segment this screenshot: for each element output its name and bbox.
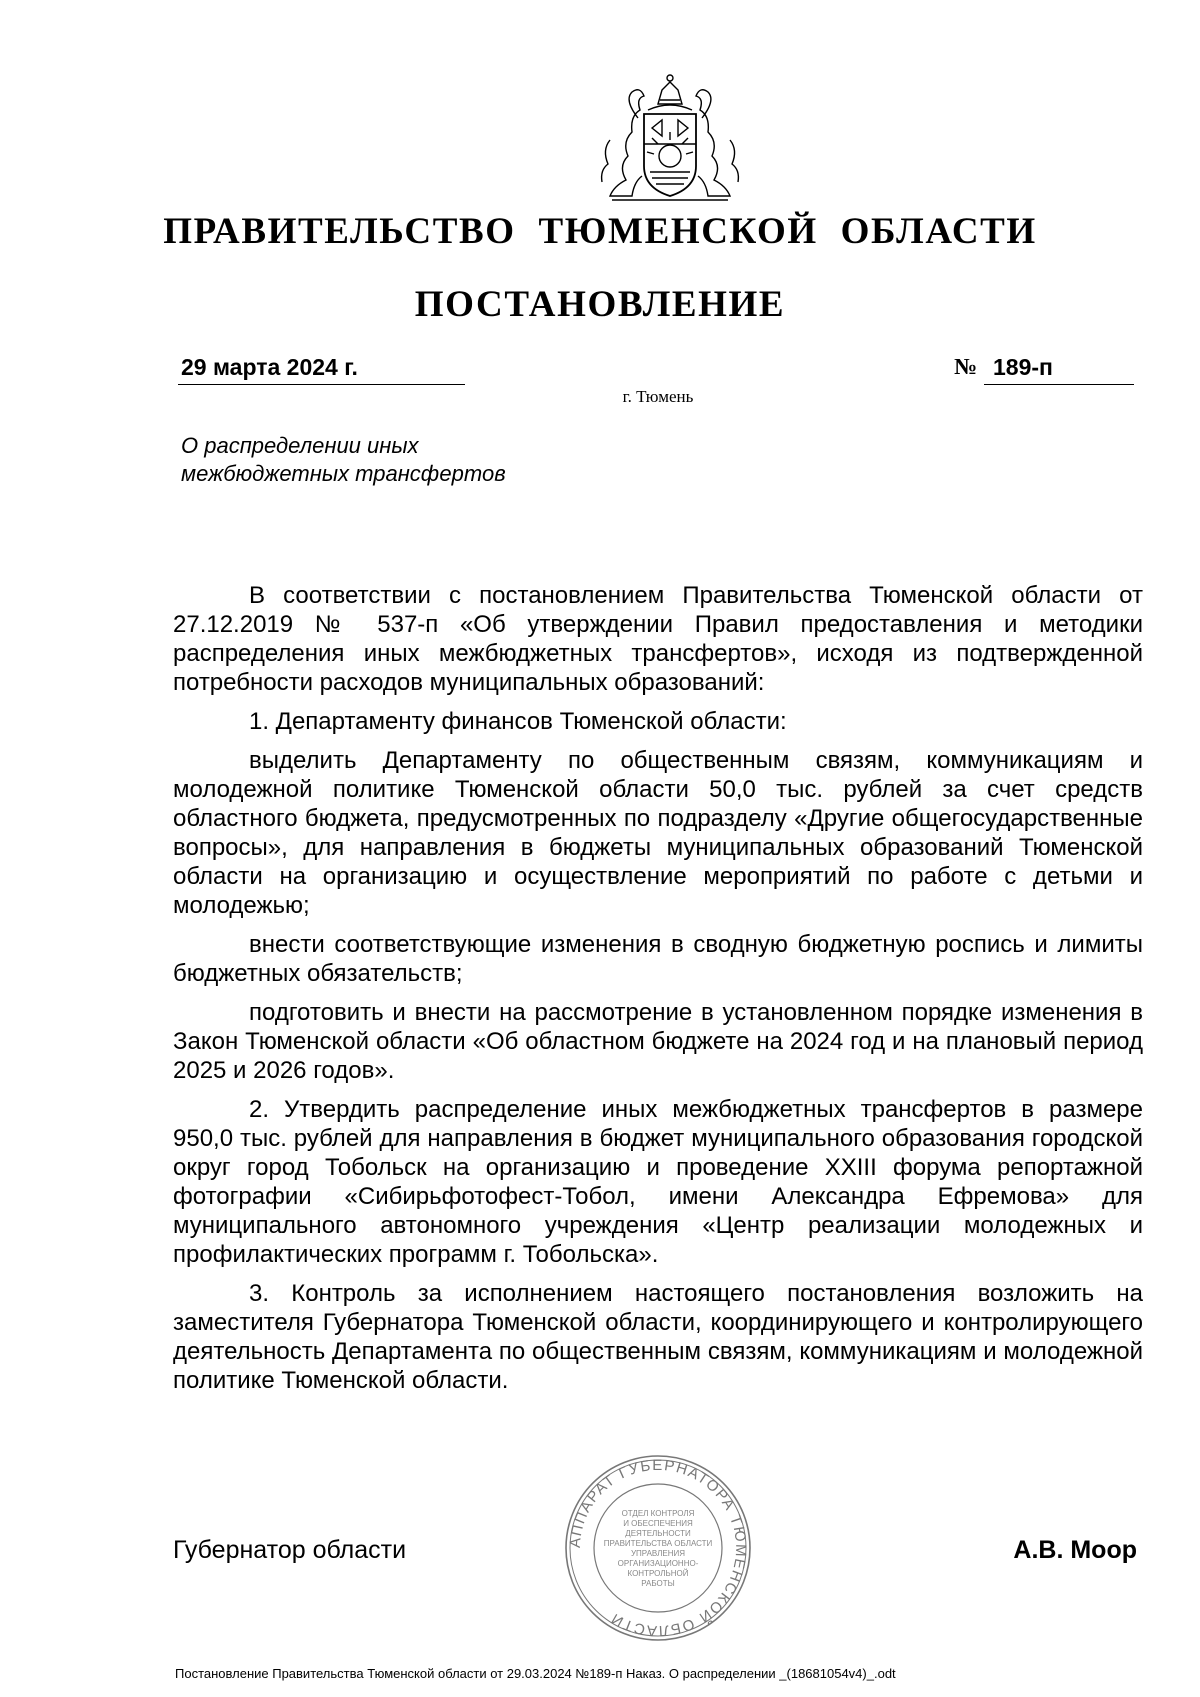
subject-line: О распределении иных [181,433,419,458]
number-sign: № [954,354,978,379]
body-paragraph: В соответствии с постановлением Правительства Тюменской области от 27.12.2019 № 537-п «Об утверждении Правил предоставления и методики распределения иных межбюджетных трансфертов», исходя из подтвержденной потребности расходов муниципальных образований: [173,582,1143,696]
seal-center-line: КОНТРОЛЬНОЙ [627,1569,689,1578]
seal-center-line: ПРАВИТЕЛЬСТВА ОБЛАСТИ [603,1539,713,1548]
seal-center-line: ДЕЯТЕЛЬНОСТИ [625,1529,691,1538]
body-paragraph: внести соответствующие изменения в сводную бюджетную роспись и лимиты бюджетных обязательств; [173,931,1143,987]
signatory-name: А.В. Моор [1013,1536,1137,1564]
document-date [178,354,465,385]
coat-of-arms-icon [592,70,748,206]
document-body [173,581,1143,1405]
body-paragraph: 2. Утвердить распределение иных межбюджетных трансфертов в размере 950,0 тыс. рублей для направления в бюджет муниципального образования городской округ город Тобольск на организацию и проведение XXIII форума репортажной фотографии «Сибирьфотофест-Тобол, имени Александра Ефремова» для муниципального автономного учреждения «Центр реализации молодежных и профилактических программ г. Тобольска». [173,1096,1143,1268]
document-number [984,354,1134,385]
body-paragraph: 3. Контроль за исполнением настоящего постановления возложить на заместителя Губернатора Тюменской области, координирующего и контролирующего деятельность Департамента по общественным связям, коммуникациям и молодежной политике Тюменской области. [173,1280,1143,1394]
number-value: 189-п [993,354,1053,380]
subject-line: межбюджетных трансфертов [181,461,506,486]
document-type: ПОСТАНОВЛЕНИЕ [414,284,786,325]
seal-center-line: ОРГАНИЗАЦИОННО- [617,1559,699,1568]
seal-center-line: РАБОТЫ [641,1579,675,1588]
document-subject [181,432,601,488]
seal-center-line: И ОБЕСПЕЧЕНИЯ [623,1519,693,1528]
authority-title: ПРАВИТЕЛЬСТВО ТЮМЕНСКОЙ ОБЛАСТИ [163,211,1037,252]
seal-ring-text: АППАРАТ ГУБЕРНАТОРА ТЮМЕНСКОЙ ОБЛАСТИ [566,1456,750,1640]
issue-city: г. Тюмень [622,387,694,406]
signatory-position: Губернатор области [173,1536,407,1564]
body-paragraph: выделить Департаменту по общественным связям, коммуникациям и молодежной политике Тюменской области 50,0 тыс. рублей за счет средств областного бюджета, предусмотренных по подразделу «Другие общегосударственные вопросы», для направления в бюджеты муниципальных образований Тюменской области на организацию и осуществление мероприятий по работе с детьми и молодежью; [173,747,1143,919]
body-paragraph: 1. Департаменту финансов Тюменской области: [249,708,787,735]
body-paragraph: подготовить и внести на рассмотрение в установленном порядке изменения в Закон Тюменской области «Об областном бюджете на 2024 год и на плановый период 2025 и 2026 годов». [173,999,1143,1084]
footer-filename: Постановление Правительства Тюменской области от 29.03.2024 №189-п Наказ. О распределении _(18681054v4)_.odt [175,1666,896,1681]
official-seal-icon [563,1453,753,1643]
date-value: 29 марта 2024 г. [181,354,358,380]
seal-center-line: ОТДЕЛ КОНТРОЛЯ [621,1509,695,1518]
seal-center-line: УПРАВЛЕНИЯ [630,1549,686,1558]
